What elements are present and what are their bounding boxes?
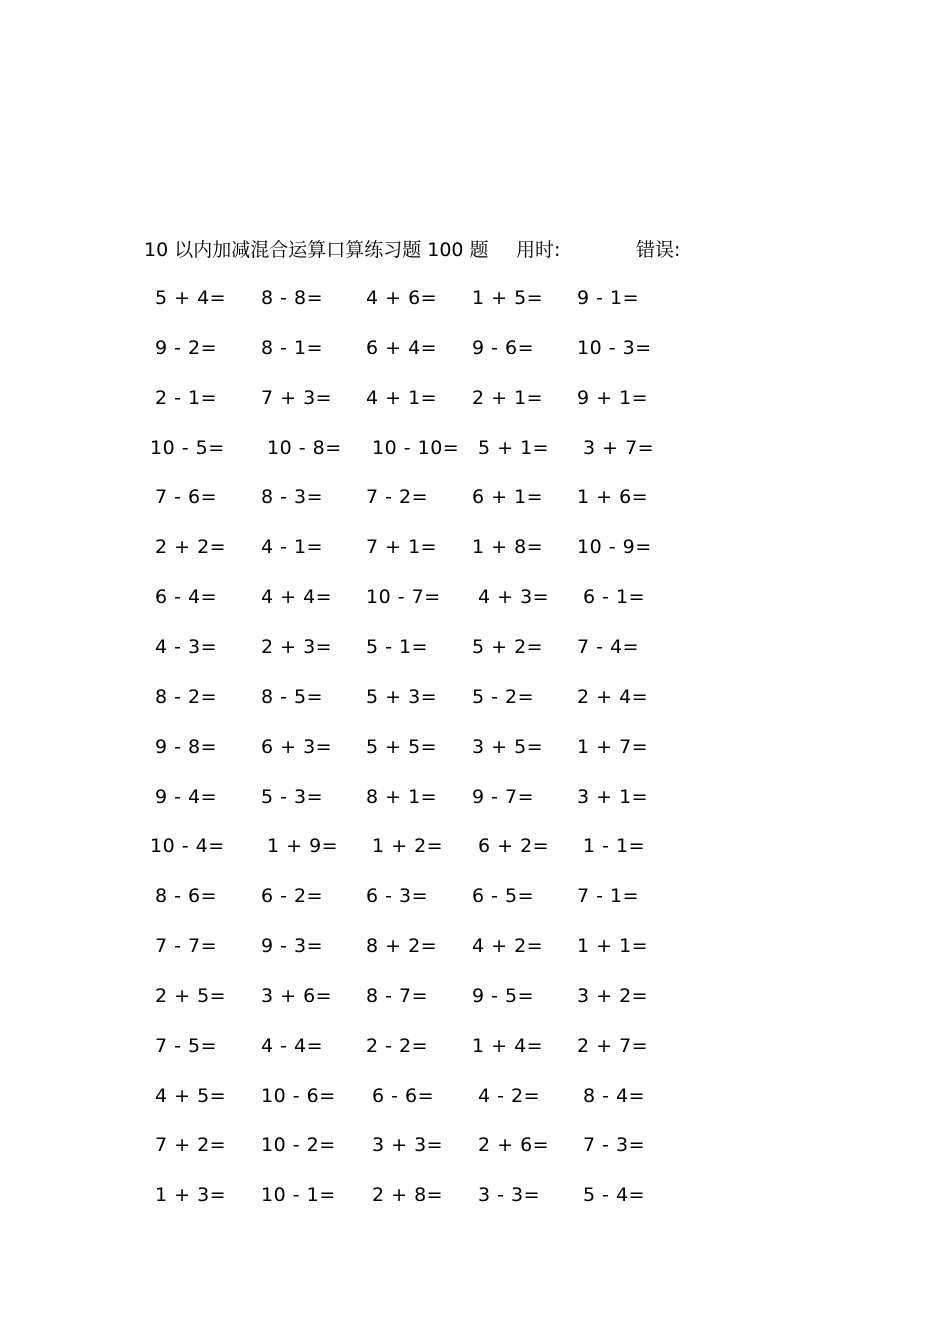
problem: 3 + 3=	[372, 1134, 444, 1156]
problem: 1 + 3=	[155, 1184, 227, 1206]
problem-row	[0, 1032, 950, 1060]
problem: 5 + 1=	[478, 437, 550, 459]
time-used-label: 用时:	[516, 239, 561, 261]
problem: 4 - 4=	[261, 1035, 324, 1057]
errors-label: 错误:	[636, 239, 681, 261]
problem: 5 + 4=	[155, 287, 227, 309]
problem: 3 + 2=	[577, 985, 649, 1007]
problem: 1 + 5=	[472, 287, 544, 309]
problem: 10 - 5=	[150, 437, 225, 459]
problem-row	[0, 384, 950, 412]
problem: 3 + 5=	[472, 736, 544, 758]
problem: 9 - 4=	[155, 786, 218, 808]
problem: 3 + 7=	[583, 437, 655, 459]
problem: 4 - 3=	[155, 636, 218, 658]
problem: 3 - 3=	[478, 1184, 541, 1206]
problem: 1 + 2=	[372, 835, 444, 857]
problem-row	[0, 683, 950, 711]
problem: 1 + 1=	[577, 935, 649, 957]
problem: 10 - 10=	[372, 437, 460, 459]
problem-row	[0, 284, 950, 312]
problem-row	[0, 533, 950, 561]
problem: 9 - 5=	[472, 985, 535, 1007]
problem: 8 - 5=	[261, 686, 324, 708]
problem-row	[0, 483, 950, 511]
problem: 1 + 9=	[267, 835, 339, 857]
problem: 2 + 8=	[372, 1184, 444, 1206]
problem: 6 - 1=	[583, 586, 646, 608]
problem: 2 + 7=	[577, 1035, 649, 1057]
problem: 8 - 4=	[583, 1085, 646, 1107]
problem: 4 - 1=	[261, 536, 324, 558]
problem: 6 - 2=	[261, 885, 324, 907]
problem: 4 + 2=	[472, 935, 544, 957]
problem: 1 + 6=	[577, 486, 649, 508]
problem: 6 - 3=	[366, 885, 429, 907]
problem: 8 + 1=	[366, 786, 438, 808]
problem: 4 + 3=	[478, 586, 550, 608]
problem: 8 + 2=	[366, 935, 438, 957]
problem: 5 + 5=	[366, 736, 438, 758]
problem: 2 + 6=	[478, 1134, 550, 1156]
problem: 10 - 1=	[261, 1184, 336, 1206]
problem: 8 - 6=	[155, 885, 218, 907]
problem-row	[0, 733, 950, 761]
problem: 6 - 5=	[472, 885, 535, 907]
problem: 6 - 4=	[155, 586, 218, 608]
problem: 2 - 2=	[366, 1035, 429, 1057]
worksheet-title: 10 以内加减混合运算口算练习题 100 题	[144, 239, 489, 261]
problem: 7 - 3=	[583, 1134, 646, 1156]
problem: 5 - 3=	[261, 786, 324, 808]
problem: 1 + 7=	[577, 736, 649, 758]
problem: 8 - 3=	[261, 486, 324, 508]
problem: 1 + 4=	[472, 1035, 544, 1057]
problem: 7 - 4=	[577, 636, 640, 658]
problem-row	[0, 783, 950, 811]
problem: 2 + 4=	[577, 686, 649, 708]
problem: 8 - 2=	[155, 686, 218, 708]
problem: 6 + 1=	[472, 486, 544, 508]
problem: 5 - 2=	[472, 686, 535, 708]
problem-row	[0, 932, 950, 960]
problem: 7 + 1=	[366, 536, 438, 558]
problem-row	[0, 982, 950, 1010]
problem: 10 - 3=	[577, 337, 652, 359]
problem: 9 - 1=	[577, 287, 640, 309]
problem: 1 - 1=	[583, 835, 646, 857]
problem: 5 + 2=	[472, 636, 544, 658]
problem: 8 - 1=	[261, 337, 324, 359]
problem: 9 - 7=	[472, 786, 535, 808]
problem: 4 + 6=	[366, 287, 438, 309]
problem: 9 - 2=	[155, 337, 218, 359]
problem: 3 + 1=	[577, 786, 649, 808]
problem: 10 - 8=	[267, 437, 342, 459]
problem: 4 - 2=	[478, 1085, 541, 1107]
problem: 8 - 8=	[261, 287, 324, 309]
problem: 7 + 3=	[261, 387, 333, 409]
problem: 6 + 3=	[261, 736, 333, 758]
problem-row	[0, 1082, 950, 1110]
problem: 7 - 6=	[155, 486, 218, 508]
problem: 6 + 2=	[478, 835, 550, 857]
problem: 6 + 4=	[366, 337, 438, 359]
problem: 2 + 2=	[155, 536, 227, 558]
problem: 9 + 1=	[577, 387, 649, 409]
problem: 7 - 2=	[366, 486, 429, 508]
problem: 9 - 8=	[155, 736, 218, 758]
problem: 2 + 3=	[261, 636, 333, 658]
problem-row	[0, 1131, 950, 1159]
problem: 7 + 2=	[155, 1134, 227, 1156]
problem: 7 - 1=	[577, 885, 640, 907]
problem: 5 - 4=	[583, 1184, 646, 1206]
problem-row	[0, 434, 950, 462]
problem: 5 - 1=	[366, 636, 429, 658]
problem: 7 - 5=	[155, 1035, 218, 1057]
problem-row	[0, 1181, 950, 1209]
problem: 7 - 7=	[155, 935, 218, 957]
problem: 9 - 6=	[472, 337, 535, 359]
problem: 2 - 1=	[155, 387, 218, 409]
problem-row	[0, 832, 950, 860]
problem: 10 - 4=	[150, 835, 225, 857]
problem: 3 + 6=	[261, 985, 333, 1007]
problem: 2 + 5=	[155, 985, 227, 1007]
problem: 10 - 2=	[261, 1134, 336, 1156]
problem: 1 + 8=	[472, 536, 544, 558]
problem: 9 - 3=	[261, 935, 324, 957]
problem-row	[0, 633, 950, 661]
problem: 10 - 7=	[366, 586, 441, 608]
problem-row	[0, 583, 950, 611]
problem: 10 - 6=	[261, 1085, 336, 1107]
problem-row	[0, 882, 950, 910]
problem: 4 + 4=	[261, 586, 333, 608]
problem: 6 - 6=	[372, 1085, 435, 1107]
problem: 4 + 1=	[366, 387, 438, 409]
problem: 10 - 9=	[577, 536, 652, 558]
problem: 4 + 5=	[155, 1085, 227, 1107]
problem: 8 - 7=	[366, 985, 429, 1007]
problem: 2 + 1=	[472, 387, 544, 409]
problem: 5 + 3=	[366, 686, 438, 708]
problem-row	[0, 334, 950, 362]
